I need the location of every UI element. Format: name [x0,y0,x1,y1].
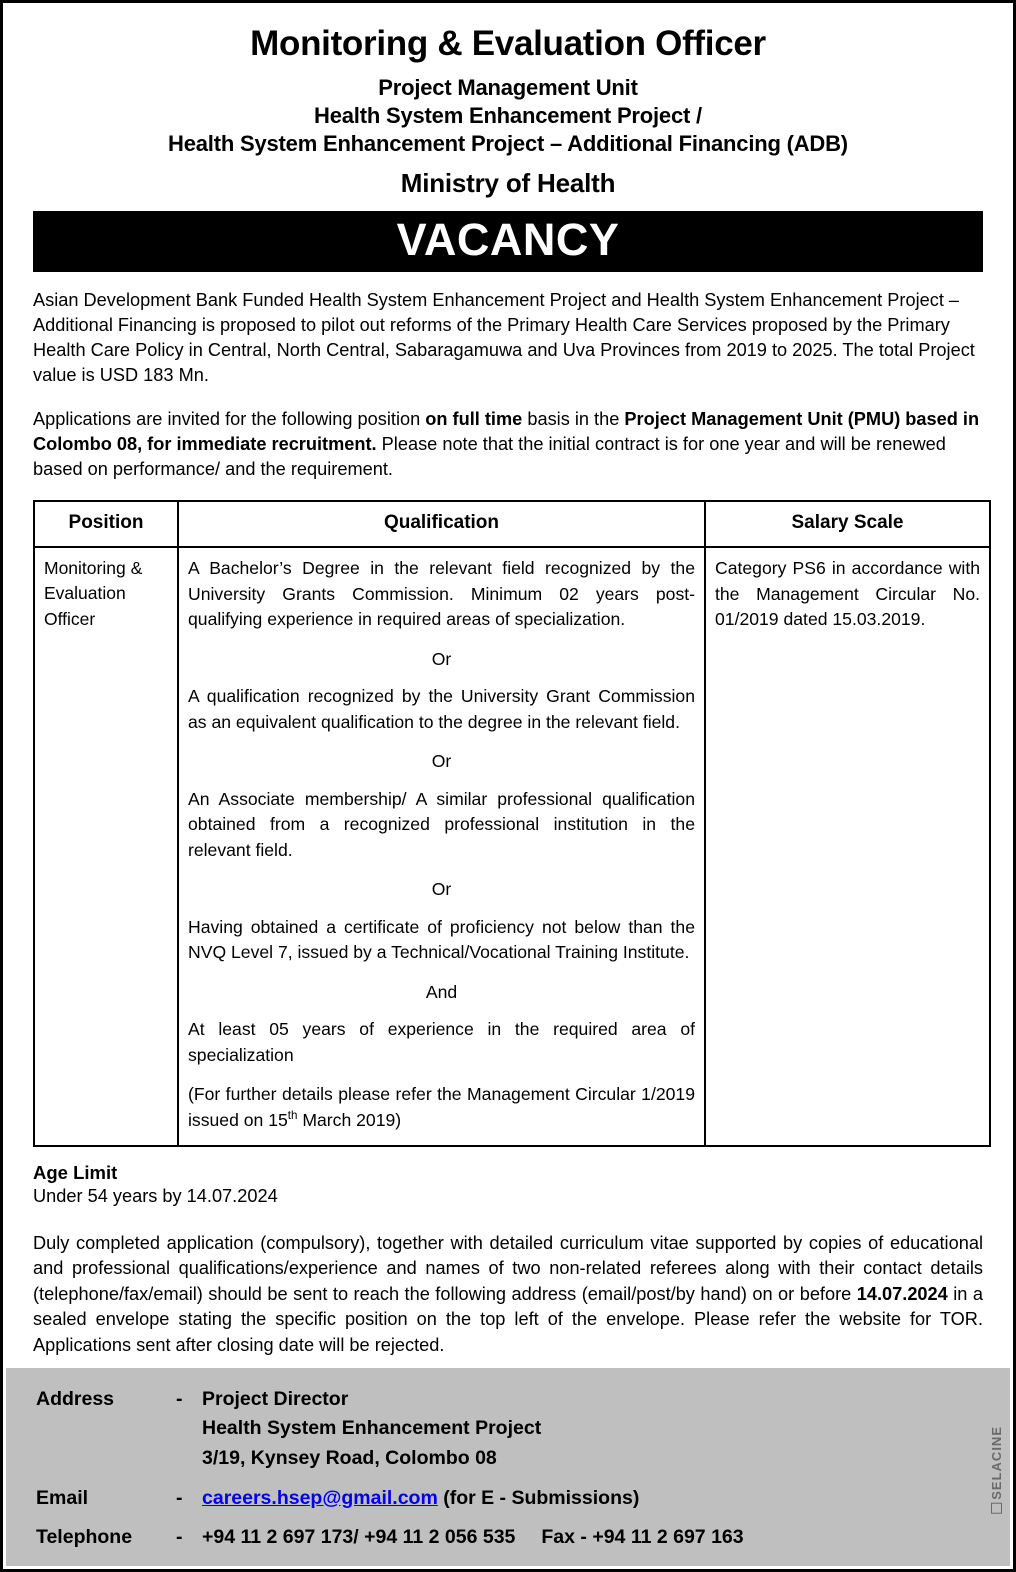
vacancy-table [33,500,991,1147]
email-value [202,1485,980,1513]
contact-row-email [36,1485,980,1513]
fax-number: Fax - +94 11 2 697 163 [541,1526,744,1549]
qualification-paragraph: A Bachelor’s Degree in the relevant field recognized by the University Grants Commission. Minimum 02 years post-qualifying experience in required areas of specialization. [188,558,695,630]
selacine-watermark [989,1426,1004,1514]
address-line: Health System Enhancement Project [202,1417,542,1440]
email-label: Email [36,1486,89,1509]
cell-position: Monitoring & Evaluation Officer [34,547,178,1146]
qualification-paragraph: An Associate membership/ A similar professional qualification obtained from a recognized professional institution in the relevant field. [188,788,695,860]
address-label: Address [36,1387,115,1410]
qualification-connector: And [425,981,458,1002]
contact-row-telephone [36,1524,980,1552]
email-dash: - [176,1486,183,1509]
intro-paragraph-project: Asian Development Bank Funded Health System Enhancement Project and Health System Enhancement Project – Additional Financing is proposed to pilot out reforms of the Primary Health Care Services proposed by the Primary Health Care Policy in Central, North Central, Sabaragamuwa and Uva Provinces from 2019 to 2025. The total Project value is USD 183 Mn. [33,289,975,386]
intro-text-pmu: Project Management Unit (PMU) based in Colombo 08, for immediate recruitment. [33,408,980,454]
notice-closing-date: 14.07.2024 [856,1283,948,1304]
address-dash: - [176,1387,183,1410]
intro-paragraph-applications [33,407,983,482]
application-notice [33,1231,983,1358]
circular-note-superscript: th [287,1108,298,1122]
intro-text-e: Please note that the initial contract is for one year and will be renewed based on performance/ and the requirement. [33,433,946,479]
watermark-text: SELACINE [989,1426,1004,1500]
watermark-square-icon [991,1503,1002,1514]
qualification-paragraph: Having obtained a certificate of proficiency not below than the NVQ Level 7, issued by a Technical/Vocational Training Institute. [188,916,695,963]
intro-text-fulltime: on full time [425,408,523,429]
column-header-qualification: Qualification [178,501,705,547]
age-limit-label: Age Limit [33,1162,118,1184]
table-header-row [34,501,990,547]
telephone-value [202,1524,980,1552]
intro-text-c: basis in the [522,408,625,429]
qualification-connector: Or [431,648,452,669]
qualification-connector: Or [431,879,452,900]
document-body [3,3,1013,1358]
qualification-circular-note [188,1082,695,1133]
notice-text-a: Duly completed application (compulsory), together with detailed curriculum vitae supported by copies of educational and professional qualifications/experience and names of two non-related referees along with their contact details (telephone/fax/email) should be sent to reach the following address (email/post/by hand) on or before [33,1232,983,1304]
subtitle-line: Health System Enhancement Project / [314,102,702,128]
telephone-dash: - [176,1526,183,1549]
page-title: Monitoring & Evaluation Officer [250,24,766,63]
address-value [202,1386,980,1473]
age-limit-value: Under 54 years by 14.07.2024 [33,1186,278,1207]
address-line: Project Director [202,1387,349,1410]
ministry-name: Ministry of Health [400,167,616,198]
notice-text-c: in a sealed envelope stating the specific position on the top left of the envelope. Please refer the website for TOR. Applications sent after closing date will be rejected. [33,1283,983,1355]
organization-subtitle [33,64,983,158]
email-link[interactable]: careers.hsep@gmail.com [202,1486,438,1509]
contact-row-address [36,1386,980,1473]
qualification-paragraph: At least 05 years of experience in the required area of specialization [188,1019,695,1065]
table-row [34,547,990,1146]
email-note: (for E - Submissions) [443,1486,640,1509]
cell-salary-scale: Category PS6 in accordance with the Management Circular No. 01/2019 dated 15.03.2019. [705,547,990,1146]
age-limit-section [33,1161,983,1209]
address-line: 3/19, Kynsey Road, Colombo 08 [202,1446,497,1469]
contact-block [6,1368,1010,1566]
column-header-salary-scale: Salary Scale [705,501,990,547]
telephone-label: Telephone [36,1526,133,1549]
subtitle-line: Project Management Unit [378,74,638,100]
cell-qualification [178,547,705,1146]
qualification-connector: Or [431,751,452,772]
vacancy-banner: VACANCY [33,211,983,272]
qualification-paragraph: A qualification recognized by the University Grant Commission as an equivalent qualification to the degree in the relevant field. [188,686,695,732]
intro-text-a: Applications are invited for the following position [33,408,426,429]
telephone-numbers: +94 11 2 697 173/ +94 11 2 056 535 [202,1526,516,1549]
subtitle-line: Health System Enhancement Project – Additional Financing (ADB) [168,130,848,156]
column-header-position: Position [34,501,178,547]
circular-note-b: March 2019) [297,1109,402,1130]
circular-note-a: (For further details please refer the Management Circular 1/2019 issued on 15 [188,1084,695,1130]
